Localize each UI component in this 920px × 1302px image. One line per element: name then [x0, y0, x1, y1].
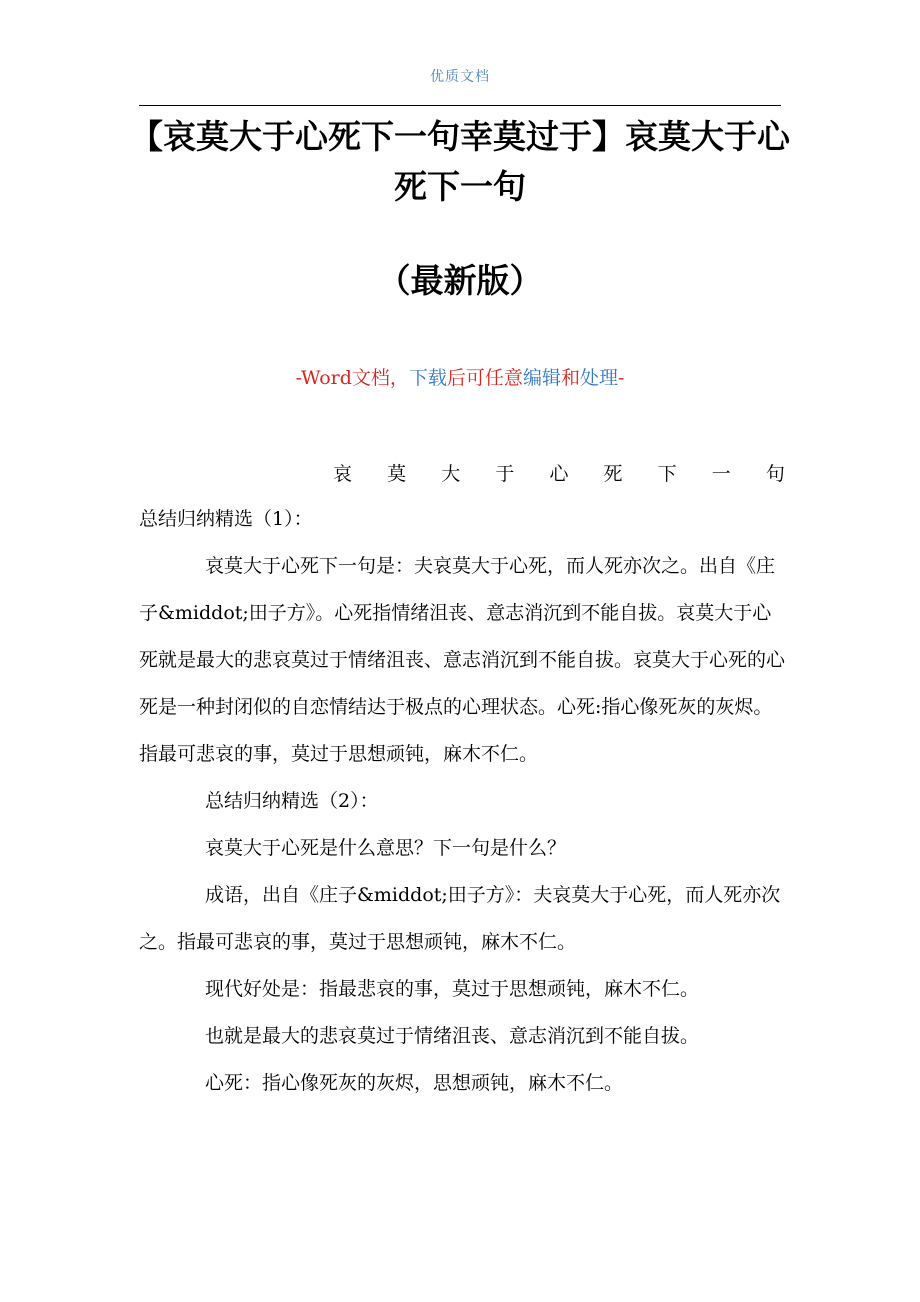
heading-1-char: 于	[495, 463, 515, 485]
heading-1-char: 心	[549, 463, 569, 485]
heading-1-char: 句	[765, 463, 785, 485]
heading-1-char: 下	[657, 463, 677, 485]
heading-2: 总结归纳精选（2）：	[205, 790, 379, 812]
paragraph-6: 心死：指心像死灰的灰烬，思想顽钝，麻木不仁。	[205, 1072, 624, 1094]
banner-part-1: -Word文档，	[295, 367, 409, 389]
heading-1-char: 大	[441, 463, 461, 485]
heading-1-char: 一	[711, 463, 731, 485]
banner-part-5: 和	[560, 367, 580, 389]
paragraph-4: 现代好处是：指最悲哀的事，莫过于思想顽钝，麻木不仁。	[205, 978, 700, 1000]
word-banner	[0, 364, 920, 392]
heading-1-tail: 总结归纳精选（1）：	[139, 508, 313, 530]
banner-part-4: 编辑	[522, 367, 561, 389]
page-header-label: 优质文档	[430, 69, 490, 85]
paragraph-1: 哀莫大于心死下一句是：夫哀莫大于心死，而人死亦次之。出自《庄子&middot;田子方》。心死指情绪沮丧、意志消沉到不能自拔。哀莫大于心死就是最大的悲哀莫过于情绪沮丧、意志消沉到不能自拔。哀莫大于心死的心死是一种封闭似的自恋情结达于极点的心理状态。心死:指心像死灰的灰烬。指最可悲哀的事，莫过于思想顽钝，麻木不仁。	[139, 555, 786, 765]
paragraph-5: 也就是最大的悲哀莫过于情绪沮丧、意志消沉到不能自拔。	[205, 1025, 700, 1047]
document-edition: （最新版）	[377, 261, 543, 300]
document-title: 【哀莫大于心死下一句幸莫过于】哀莫大于心死下一句	[130, 117, 790, 206]
paragraph-2: 哀莫大于心死是什么意思？下一句是什么？	[205, 837, 567, 859]
document-body	[139, 452, 785, 1107]
heading-1-spread	[139, 452, 785, 496]
banner-part-7: -	[617, 367, 625, 389]
paragraph-3: 成语，出自《庄子&middot;田子方》：夫哀莫大于心死，而人死亦次之。指最可悲哀的事，莫过于思想顽钝，麻木不仁。	[139, 884, 781, 953]
header-divider	[139, 105, 781, 106]
banner-part-2: 下载	[408, 367, 447, 389]
banner-part-3: 后可任意	[446, 367, 523, 389]
heading-1-char: 死	[603, 463, 623, 485]
banner-part-6: 处理	[579, 367, 618, 389]
heading-1-char: 莫	[387, 463, 407, 485]
heading-1-char: 哀	[333, 463, 353, 485]
